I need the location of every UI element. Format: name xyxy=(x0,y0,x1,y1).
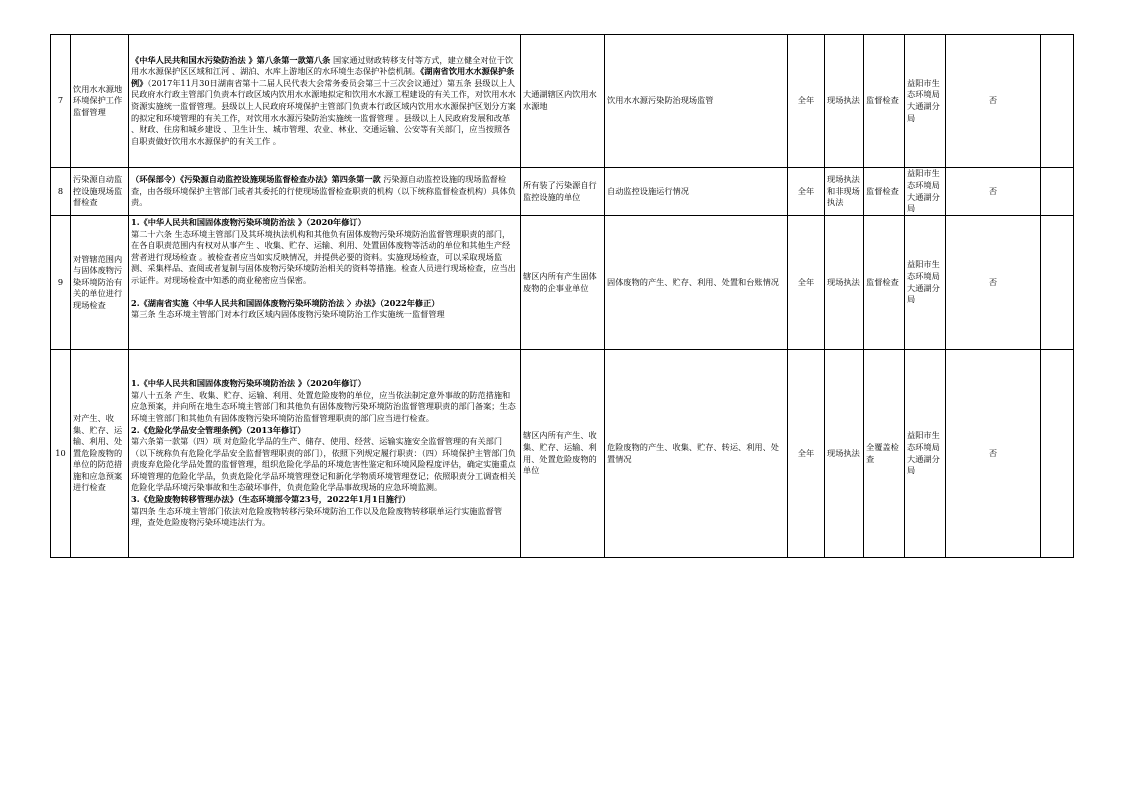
inspection-item: 对产生、收集、贮存、运输、利用、处置危险废物的单位的防范措施和应急预案进行检查 xyxy=(71,350,129,558)
inspection-content: 自动监控设施运行情况 xyxy=(605,168,788,216)
inspection-content: 固体废物的产生、贮存、利用、处置和台账情况 xyxy=(605,216,788,350)
row-number: 10 xyxy=(51,350,71,558)
inspection-period: 全年 xyxy=(788,216,825,350)
remarks-cell xyxy=(1041,168,1074,216)
inspection-period: 全年 xyxy=(788,350,825,558)
law-title: （环保部令）《污染源自动监控设施现场监督检查办法》第四条第一款 xyxy=(131,174,381,185)
table-row xyxy=(51,216,1074,350)
law-title: 《湖南省饮用水水源保护条例》 xyxy=(131,66,515,88)
law-text: 第四条 生态环境主管部门依法对危险废物转移污染环境防治工作以及危险废物转移联单运行实施监督管理，查处危险废物污染环境违法行为。 xyxy=(131,505,503,528)
inspection-mode: 全覆盖检查 xyxy=(864,350,905,558)
joint-inspection-flag: 否 xyxy=(946,350,1041,558)
table-row xyxy=(51,35,1074,168)
row-number: 8 xyxy=(51,168,71,216)
responsible-dept: 益阳市生态环境局大通湖分局 xyxy=(905,216,946,350)
remarks-cell xyxy=(1041,350,1074,558)
table-row xyxy=(51,350,1074,558)
law-title: 1.《中华人民共和国固体废物污染环境防治法 》（2020年修订） xyxy=(131,217,366,227)
law-text: 污染源自动监控设施的现场监督检查，由各级环境保护主管部门或者其委托的行使现场监督检查职责的机构（以下统称监督检查机构）具体负责。 xyxy=(131,174,516,208)
law-text: 第八十五条 产生、收集、贮存、运输、利用、处置危险废物的单位，应当依法制定意外事故的防范措施和应急预案，并向所在地生态环境主管部门和其他负有固体废物污染环境防治监督管理职责的部门备案；生态环境主管部门和其他负有固体废物污染环境防治监督管理职责的部门应当进行检查。 xyxy=(131,389,516,423)
inspection-method: 现场执法 xyxy=(825,350,864,558)
remarks-cell xyxy=(1041,35,1074,168)
law-text: 第三条 生态环境主管部门对本行政区域内固体废物污染环境防治工作实施统一监督管理 xyxy=(131,309,445,320)
law-title: 3.《危险废物转移管理办法》（生态环境部令第23号，2022年1月1日施行） xyxy=(131,494,411,505)
inspection-item: 污染源自动监控设施现场监督检查 xyxy=(71,168,129,216)
inspection-content: 饮用水水源污染防治现场监管 xyxy=(605,35,788,168)
inspection-content: 危险废物的产生、收集、贮存、转运、利用、处置情况 xyxy=(605,350,788,558)
row-number: 9 xyxy=(51,216,71,350)
remarks-cell xyxy=(1041,216,1074,350)
inspection-item: 饮用水水源地环境保护工作监督管理 xyxy=(71,35,129,168)
law-title: 《中华人民共和国水污染防治法 》第八条第一款第八条 xyxy=(131,54,331,65)
inspection-mode: 监督检查 xyxy=(864,168,905,216)
law-title: 2.《湖南省实施〈中华人民共和国固体废物污染环境防治法 〉办法》（2022年修正） xyxy=(131,297,440,308)
responsible-dept: 益阳市生态环境局大通湖分局 xyxy=(905,350,946,558)
inspection-object: 辖区内所有产生、收集、贮存、运输、利用、处置危险废物的单位 xyxy=(521,350,605,558)
joint-inspection-flag: 否 xyxy=(946,168,1041,216)
inspection-object: 大通湖辖区内饮用水水源地 xyxy=(521,35,605,168)
inspection-mode: 监督检查 xyxy=(864,35,905,168)
inspection-item: 对管辖范围内与固体废物污染环境防治有关的单位进行现场检查 xyxy=(71,216,129,350)
law-title: 2.《危险化学品安全管理条例》（2013年修订） xyxy=(131,424,306,435)
inspection-object: 辖区内所有产生固体废物的企事业单位 xyxy=(521,216,605,350)
joint-inspection-flag: 否 xyxy=(946,35,1041,168)
inspection-table xyxy=(50,34,1074,558)
law-text: 第二十六条 生态环境主管部门及其环境执法机构和其他负有固体废物污染环境防治监督管理职责的部门，在各自职责范围内有权对从事产生 、收集、贮存、运输、利用、处置固体废物等活动的单位和其他生产经营者进行现场检查 。被检查者应当如实反映情况，并提供必要的资料。实施现场检查，可以采取现场监测、采集样品、查阅或者复制与固体废物污染环境防治相关的资料等措施。检查人员进行现场检查，应当出示证件。对现场检查中知悉的商业秘密应当保密。 xyxy=(131,228,516,285)
inspection-mode: 监督检查 xyxy=(864,216,905,350)
legal-basis xyxy=(129,216,521,350)
legal-basis xyxy=(129,168,521,216)
responsible-dept: 益阳市生态环境局大通湖分局 xyxy=(905,35,946,168)
law-text: 国家通过财政转移支付等方式，建立健全对位于饮用水水源保护区区域和江河 、湖泊、水库上游地区的水环境生态保护补偿机制。 xyxy=(131,54,514,77)
law-text: 第六条第一款第（四）项 对危险化学品的生产、储存、使用、经营、运输实施安全监督管理的有关部门（以下统称负有危险化学品安全监督管理职责的部门），依照下列规定履行职责：（四）环境保护主管部门负责废弃危险化学品处置的监督管理，组织危险化学品的环境危害性鉴定和环境风险程度评估，确定实施重点环境管理的危险化学品，负责危险化学品环境管理登记和新化学物质环境管理登记；依照职责分工调查相关危险化学品环境污染事故和生态破坏事件，负责危险化学品事故现场的应急环境监测。 xyxy=(131,436,516,493)
law-text: （2017年11月30日湖南省第十二届人民代表大会常务委员会第三十三次会议通过）第五条 县级以上人民政府水行政主管部门负责本行政区域内饮用水水源地拟定和饮用水水源工程建设的有关工作，对饮用水水资源实施统一监督管理。县级以上人民政府环境保护主管部门负责本行政区域内饮用水水源保护区划分方案的拟定和环境管理的有关工作，对饮用水水源污染防治实施统一监督管理 。县级以上人民政府发展和改革 、财政、住房和城乡建设 、卫生计生、城市管理、农业、林业、交通运输、公安等有关部门，应当按照各自职责做好饮用水水源保护的有关工作 。 xyxy=(131,77,516,146)
row-number: 7 xyxy=(51,35,71,168)
table-row xyxy=(51,168,1074,216)
inspection-period: 全年 xyxy=(788,168,825,216)
inspection-method: 现场执法和非现场执法 xyxy=(825,168,864,216)
legal-basis xyxy=(129,35,521,168)
legal-basis xyxy=(129,350,521,558)
joint-inspection-flag: 否 xyxy=(946,216,1041,350)
responsible-dept: 益阳市生态环境局大通湖分局 xyxy=(905,168,946,216)
inspection-object: 所有装了污染源自行监控设施的单位 xyxy=(521,168,605,216)
inspection-period: 全年 xyxy=(788,35,825,168)
inspection-method: 现场执法 xyxy=(825,216,864,350)
law-title: 1.《中华人民共和国固体废物污染环境防治法 》（2020年修订） xyxy=(131,378,366,389)
inspection-method: 现场执法 xyxy=(825,35,864,168)
